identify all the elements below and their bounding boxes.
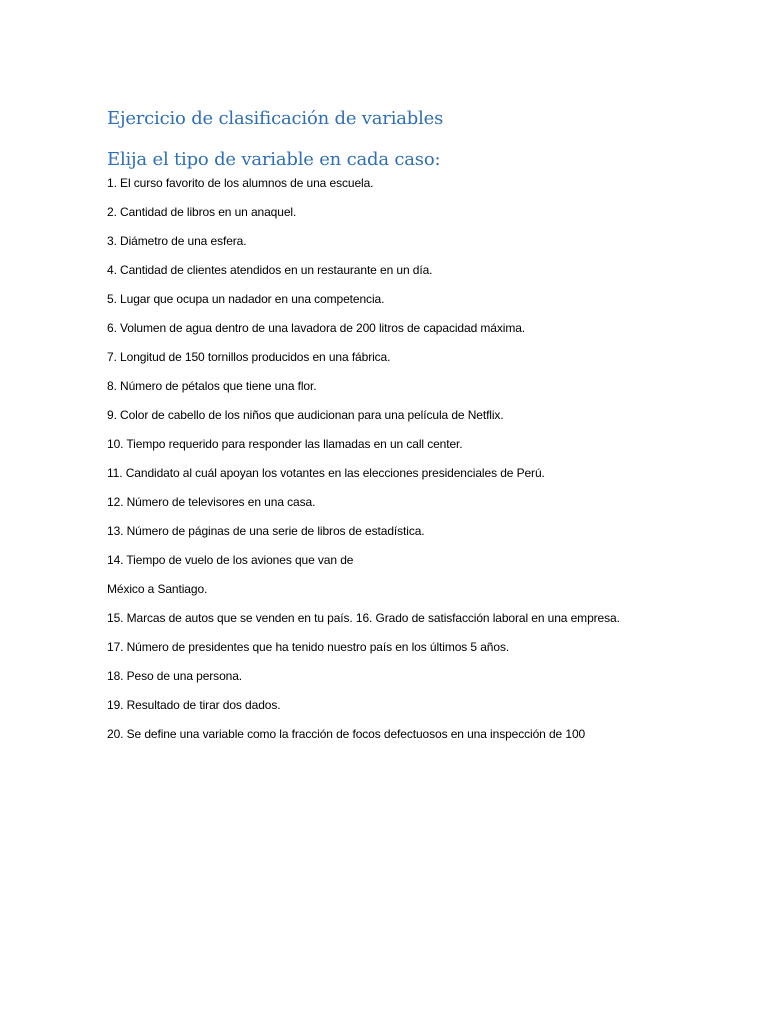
- exercise-item-14: 14. Tiempo de vuelo de los aviones que van de: [107, 553, 354, 567]
- exercise-item-18: 18. Peso de una persona.: [107, 669, 243, 683]
- exercise-item-7: 7. Longitud de 150 tornillos producidos en una fábrica.: [107, 350, 391, 364]
- exercise-item-4: 4. Cantidad de clientes atendidos en un restaurante en un día.: [107, 263, 433, 277]
- exercise-list: [107, 175, 620, 755]
- exercise-item-10: 10. Tiempo requerido para responder las llamadas en un call center.: [107, 437, 463, 451]
- exercise-item-19: 19. Resultado de tirar dos dados.: [107, 698, 281, 712]
- exercise-item-11: 11. Candidato al cuál apoyan los votantes en las elecciones presidenciales de Perú.: [107, 466, 545, 480]
- exercise-item-12: 12. Número de televisores en una casa.: [107, 495, 316, 509]
- document-title: Ejercicio de clasificación de variables: [107, 108, 444, 129]
- document-subtitle: Elija el tipo de variable en cada caso:: [107, 149, 441, 170]
- exercise-item-2: 2. Cantidad de libros en un anaquel.: [107, 205, 297, 219]
- exercise-item-13: 13. Número de páginas de una serie de libros de estadística.: [107, 524, 425, 538]
- exercise-item-20: 20. Se define una variable como la fracción de focos defectuosos en una inspección de 100: [107, 727, 586, 741]
- exercise-item-3: 3. Diámetro de una esfera.: [107, 234, 247, 248]
- exercise-item-8: 8. Número de pétalos que tiene una flor.: [107, 379, 317, 393]
- exercise-item-6: 6. Volumen de agua dentro de una lavadora de 200 litros de capacidad máxima.: [107, 321, 526, 335]
- exercise-item-17: 17. Número de presidentes que ha tenido nuestro país en los últimos 5 años.: [107, 640, 510, 654]
- exercise-item-5: 5. Lugar que ocupa un nadador en una competencia.: [107, 292, 385, 306]
- exercise-item-15-16: 15. Marcas de autos que se venden en tu país. 16. Grado de satisfacción laboral en una empresa.: [107, 611, 620, 625]
- exercise-item-9: 9. Color de cabello de los niños que audicionan para una película de Netflix.: [107, 408, 504, 422]
- exercise-item-1: 1. El curso favorito de los alumnos de una escuela.: [107, 176, 374, 190]
- exercise-item-14-continued: México a Santiago.: [107, 582, 208, 596]
